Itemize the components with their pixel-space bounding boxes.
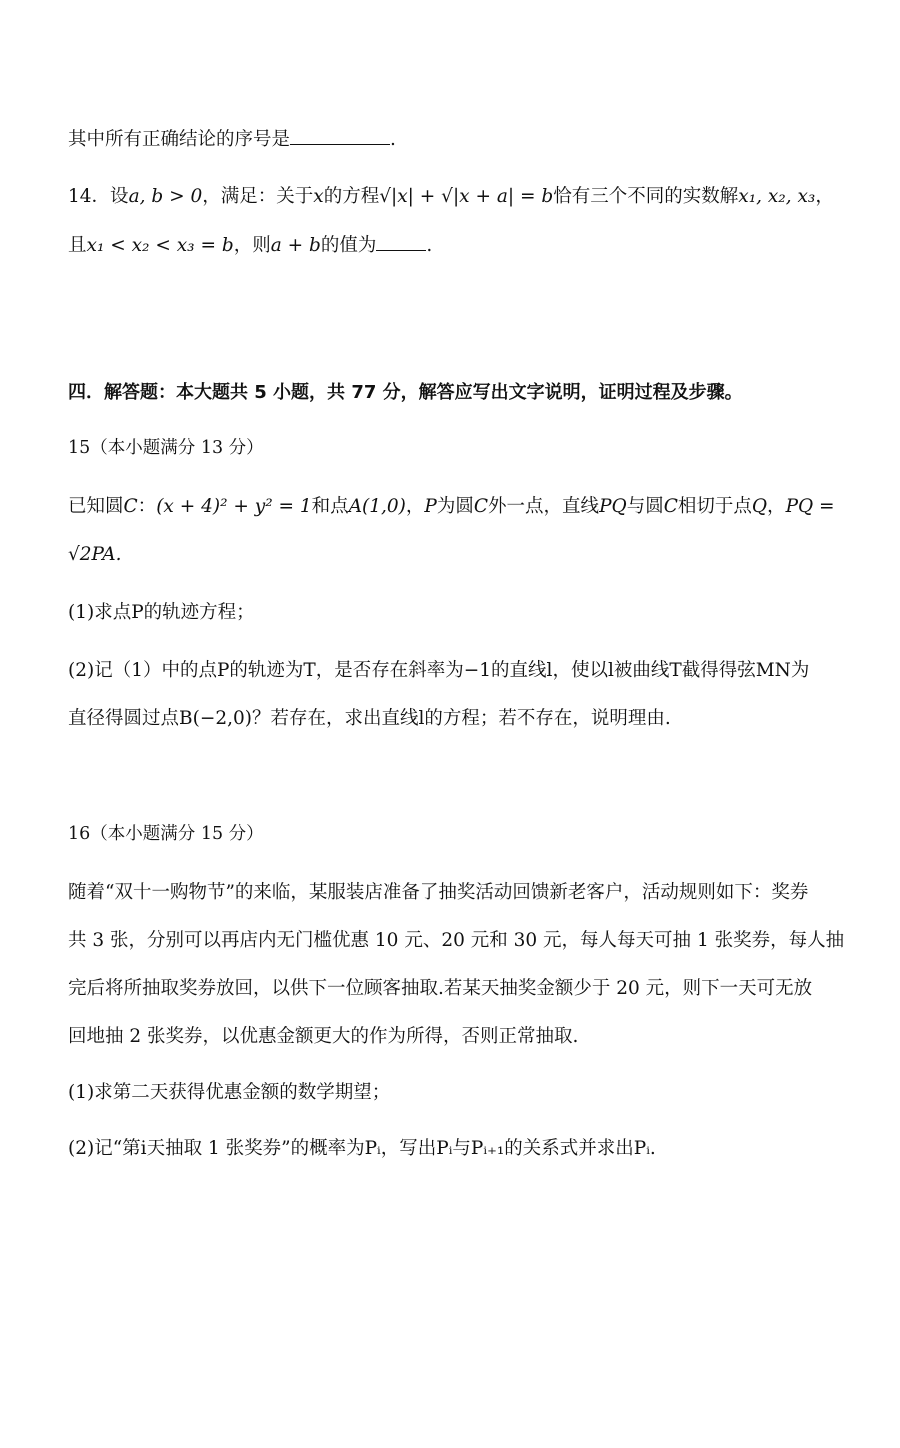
q15-part-2-line-2: 直径得圆过点B(−2,0)？若存在，求出直线l的方程；若不存在，说明理由. [68, 708, 671, 729]
q15-point-q: Q [751, 496, 768, 517]
q15-header: 15（本小题满分 13 分） [68, 438, 264, 458]
q14-solutions: x₁, x₂, x₃ [738, 186, 816, 207]
q14-text: 且 [68, 235, 87, 256]
q15-part-2-line-1: (2)记（1）中的点P的轨迹为T，是否存在斜率为−1的直线l，使以l被曲线T截得得弦MN为 [68, 660, 810, 681]
q14-text: 设 [110, 186, 129, 207]
q15-text: ， [405, 496, 425, 517]
section-4-heading: 四．解答题：本大题共 5 小题，共 77 分，解答应写出文字说明，证明过程及步骤。 [68, 382, 743, 403]
q15-text: ： [137, 496, 157, 517]
q16-line-4: 回地抽 2 张奖券，以优惠金额更大的作为所得，否则正常抽取. [68, 1026, 579, 1047]
q15-circle-c: C [123, 496, 138, 517]
q15-line-2 [68, 546, 122, 565]
q14-text: 的方程 [323, 186, 380, 207]
q15-pq-relation: √2PA. [68, 544, 122, 565]
q16-line-1: 随着“双十一购物节”的来临，某服装店准备了抽奖活动回馈新老客户，活动规则如下：奖券 [68, 882, 809, 903]
q13-answer-blank [290, 130, 390, 145]
q15-pq-equals: PQ = [785, 496, 835, 517]
q15-text: 和点 [311, 496, 349, 517]
q13-conclusion-line [68, 130, 396, 150]
q15-circle-c: C [473, 496, 489, 517]
q14-text: ， [815, 186, 834, 207]
q15-text: ， [767, 496, 786, 517]
q14-tail: . [426, 235, 433, 256]
q15-point-a: A(1,0) [348, 496, 406, 517]
q13-tail: . [390, 129, 396, 150]
q15-text: 已知圆 [68, 496, 124, 517]
q14-text: 恰有三个不同的实数解 [553, 186, 739, 207]
q14-sum: a + b [270, 235, 321, 256]
q14-equation: √|x| + √|x + a| = b [379, 186, 554, 207]
q16-part-2: (2)记“第i天抽取 1 张奖券”的概率为Pᵢ，写出Pᵢ与Pᵢ₊₁的关系式并求出Pᵢ. [68, 1138, 656, 1159]
q14-number: 14． [68, 186, 111, 207]
q14-text: ，则 [233, 235, 271, 256]
q15-text: 相切于点 [677, 496, 752, 517]
q16-line-3: 完后将所抽取奖券放回，以供下一位顾客抽取.若某天抽奖金额少于 20 元，则下一天可无放 [68, 978, 813, 999]
q14-answer-blank [376, 236, 426, 251]
q13-text: 其中所有正确结论的序号是 [68, 129, 291, 150]
q15-circle-equation: (x + 4)² + y² = 1 [156, 496, 312, 517]
q15-line-1 [68, 498, 835, 517]
q14-line-2 [68, 236, 432, 256]
q15-point-p: P [424, 496, 437, 517]
q15-part-1: (1)求点P的轨迹方程； [68, 602, 255, 623]
q15-text: 为圆 [436, 496, 474, 517]
q16-part-1: (1)求第二天获得优惠金额的数学期望； [68, 1082, 391, 1103]
q14-text: 的值为 [320, 235, 377, 256]
q14-variable: x [313, 186, 324, 207]
q15-circle-c: C [663, 496, 678, 517]
q14-text: ，满足：关于 [202, 186, 314, 207]
q16-line-2: 共 3 张，分别可以再店内无门槛优惠 10 元、20 元和 30 元，每人每天可抽 1 张奖券，每人抽 [68, 930, 845, 951]
q16-header: 16（本小题满分 15 分） [68, 824, 264, 844]
q15-text: 外一点，直线 [488, 496, 600, 517]
q15-text: 与圆 [626, 496, 664, 517]
q14-condition: a, b > 0 [128, 186, 203, 207]
q14-line-1 [68, 188, 834, 207]
q14-inequality: x₁ < x₂ < x₃ = b [86, 235, 234, 256]
q15-line-pq: PQ [599, 496, 627, 517]
